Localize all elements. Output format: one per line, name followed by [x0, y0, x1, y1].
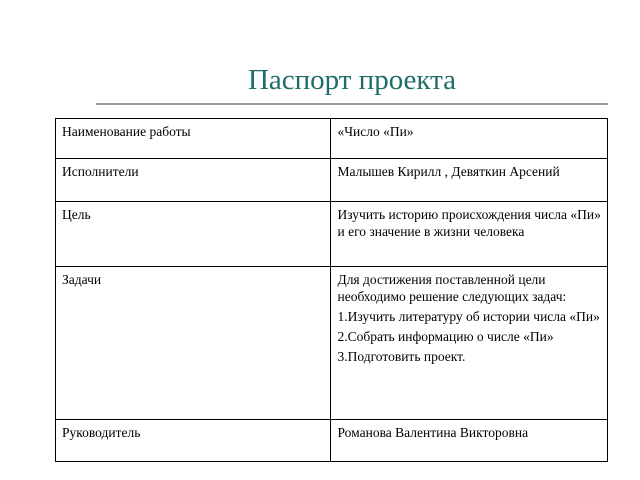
- row-label-supervisor: Руководитель: [56, 420, 331, 462]
- page-title: Паспорт проекта: [247, 64, 457, 96]
- row-label-performers: Исполнители: [56, 159, 331, 202]
- row-value-goal: Изучить историю происхождения числа «Пи» и его значение в жизни человека: [331, 202, 608, 267]
- table-row: [56, 267, 608, 420]
- table-row: [56, 119, 608, 159]
- row-label-goal: Цель: [56, 202, 331, 267]
- table-row: [56, 202, 608, 267]
- title-underline: [96, 103, 608, 105]
- row-value-performers: Малышев Кирилл , Девяткин Арсений: [331, 159, 608, 202]
- passport-table: [55, 118, 608, 462]
- table-row: [56, 420, 608, 462]
- row-value-tasks: [331, 267, 608, 420]
- task-list: [337, 308, 601, 365]
- tasks-intro: Для достижения поставленной цели необходимо решение следующих задач:: [337, 272, 567, 304]
- row-value-work-name: «Число «Пи»: [331, 119, 608, 159]
- row-label-tasks: Задачи: [56, 267, 331, 420]
- task-item: 2.Собрать информацию о числе «Пи»: [337, 329, 554, 344]
- table-row: [56, 159, 608, 202]
- task-item: 3.Подготовить проект.: [337, 349, 466, 364]
- task-item: 1.Изучить литературу об истории числа «Пи»: [337, 309, 600, 324]
- row-label-work-name: Наименование работы: [56, 119, 331, 159]
- row-value-supervisor: Романова Валентина Викторовна: [331, 420, 608, 462]
